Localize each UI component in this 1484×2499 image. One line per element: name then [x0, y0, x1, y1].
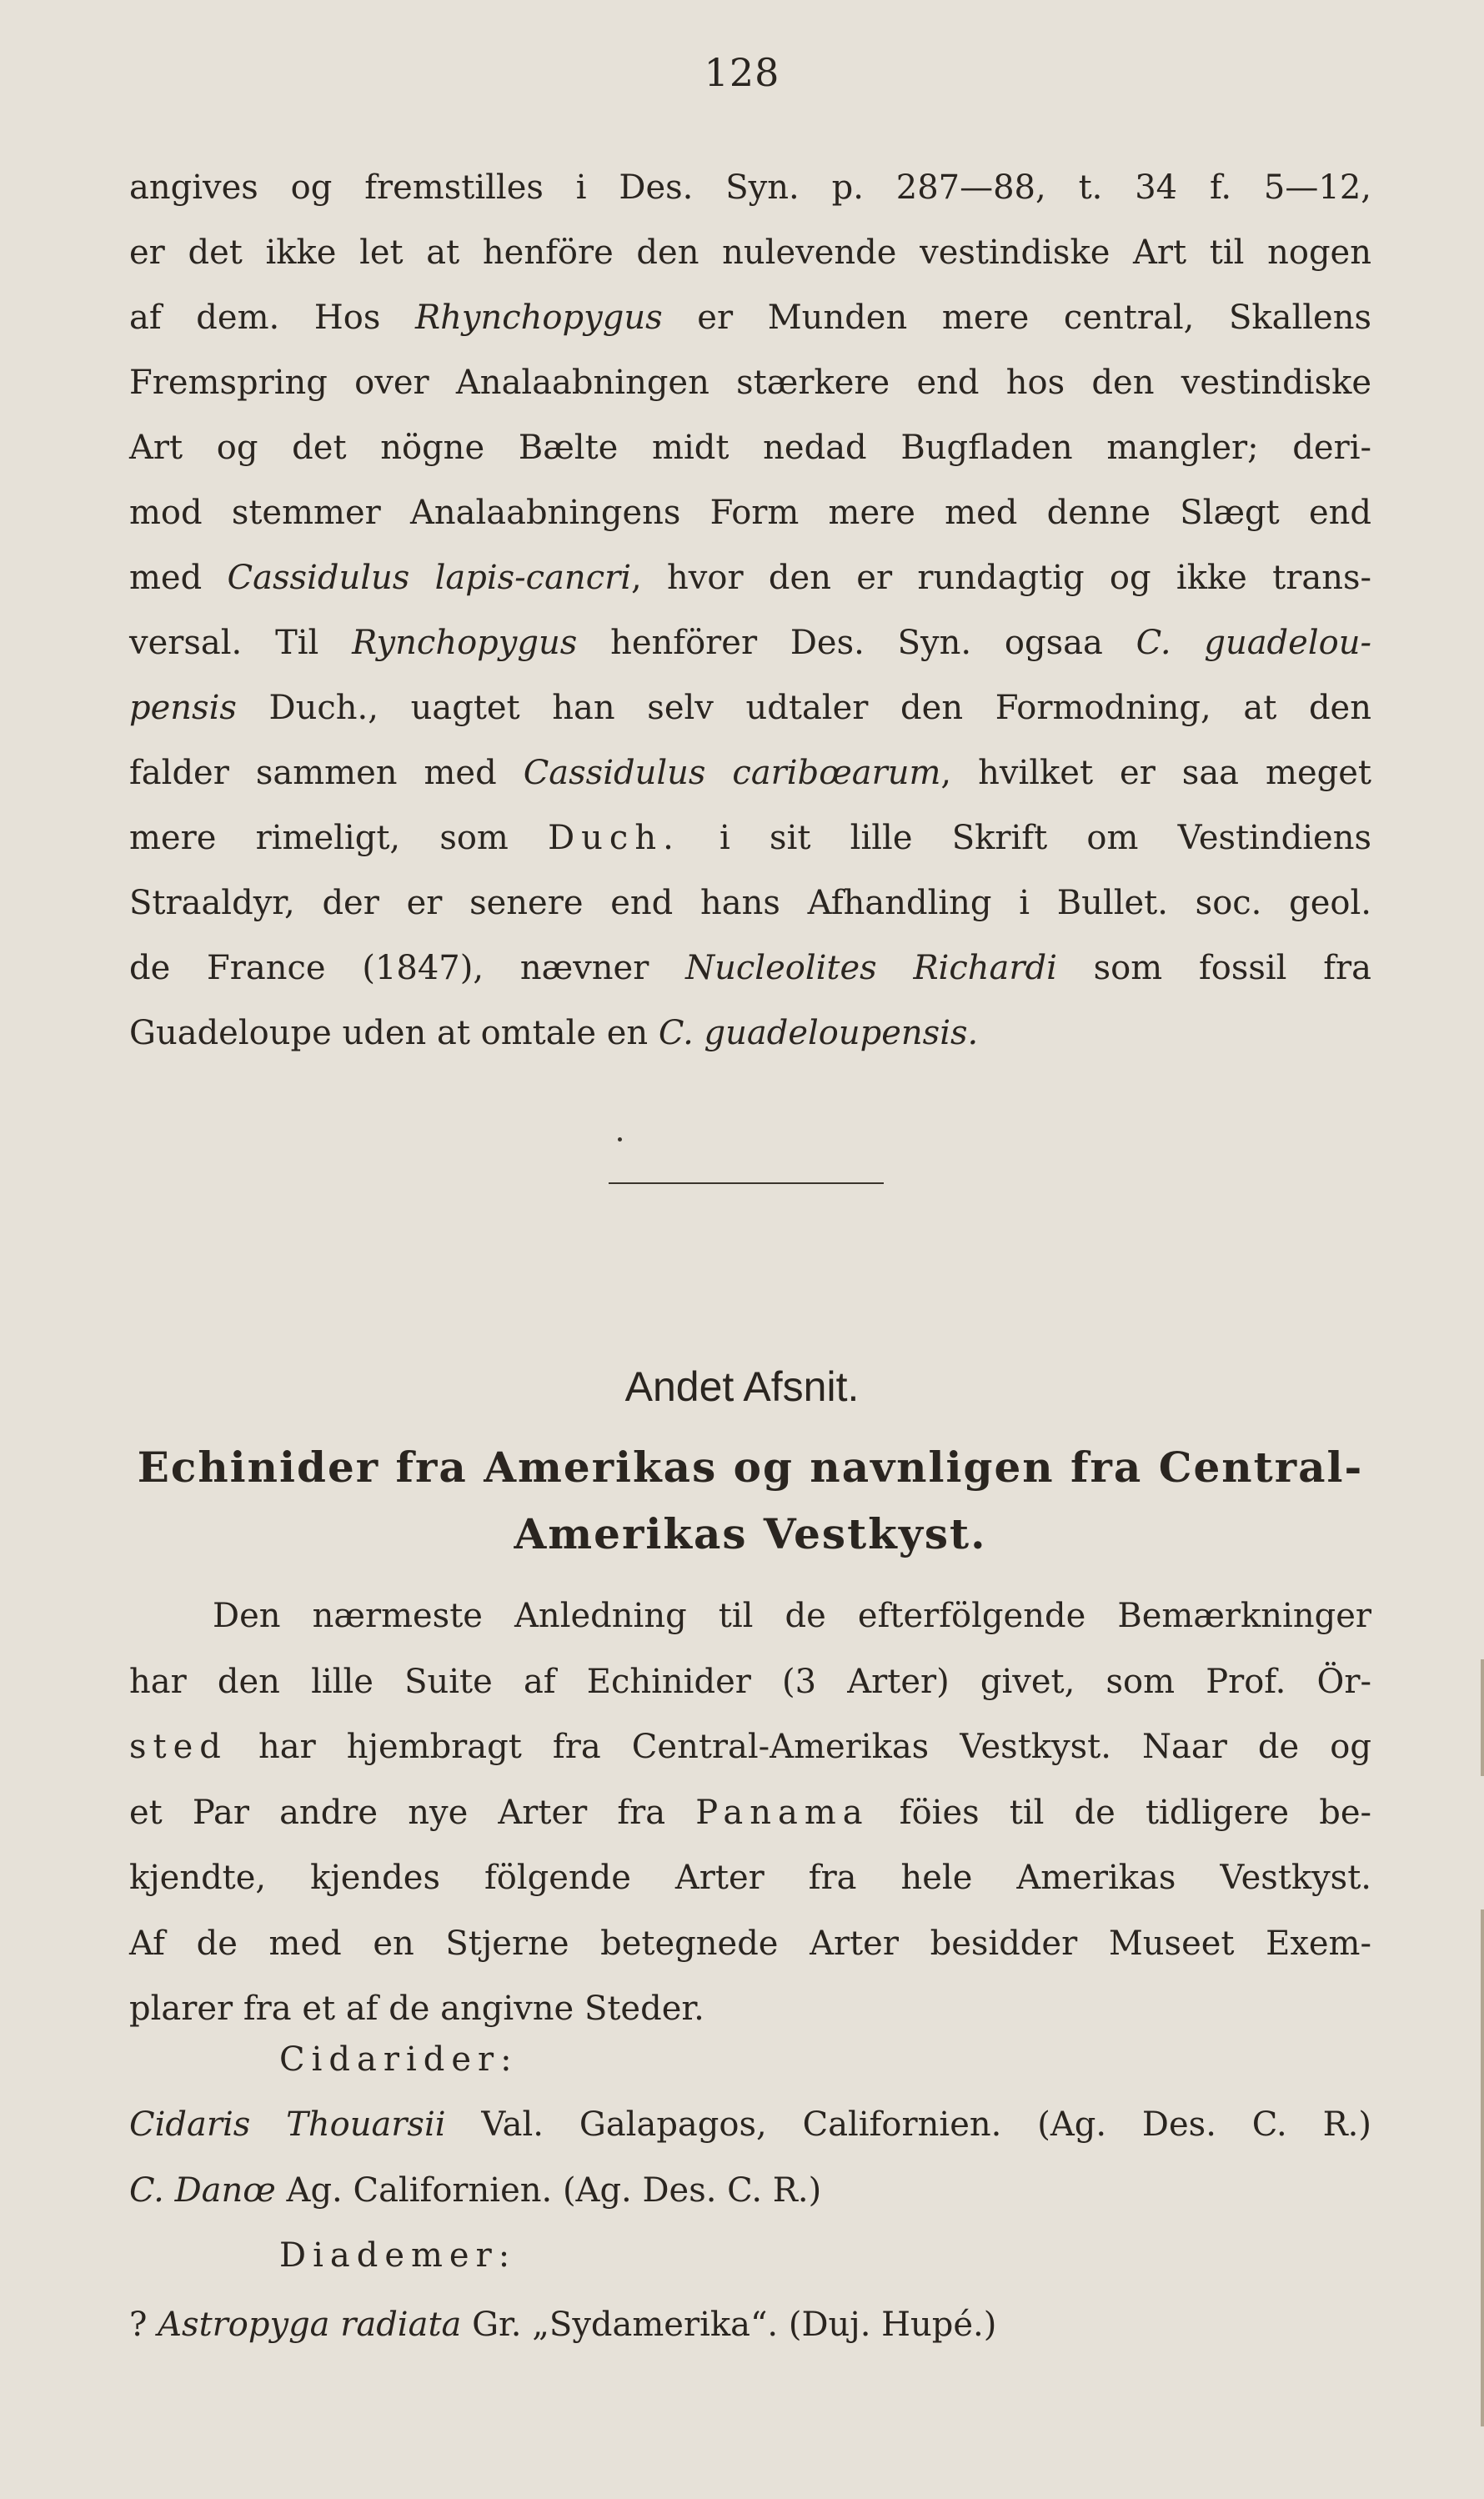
paragraph1-line — [129, 687, 1371, 729]
text-run: Guadeloupe uden at omtale en — [129, 1014, 659, 1052]
text-run: som fossil fra — [1056, 949, 1372, 987]
text-run: har den lille Suite af Echinider (3 Arter) givet, som Prof. Ör- — [129, 1662, 1371, 1701]
paragraph1-line — [129, 167, 1371, 208]
section-heading-line-2: Amerikas Vestkyst. — [514, 1509, 987, 1558]
italic-term: C. guadelou- — [1136, 624, 1371, 662]
text-run: falder sammen med — [129, 754, 524, 792]
species-list-line — [129, 2304, 1371, 2346]
species-name: Cidaris Thouarsii — [129, 2105, 446, 2144]
paragraph2-line — [129, 1988, 1371, 2030]
paragraph1-line — [129, 427, 1371, 469]
italic-term: C. guadeloupensis. — [658, 1014, 979, 1052]
italic-term: Cassidulus caribœarum — [523, 754, 941, 792]
text-run: Duch. — [548, 819, 680, 857]
text-run: ? — [129, 2306, 158, 2344]
paragraph1-line — [129, 622, 1371, 664]
section-heading-line-1: Echinider fra Amerikas og navnligen fra Central- — [137, 1443, 1364, 1492]
text-run: Straaldyr, der er senere end hans Afhandling i Bullet. soc. geol. — [129, 884, 1371, 922]
paragraph2-line — [129, 1661, 1371, 1703]
text-run: henförer Des. Syn. ogsaa — [577, 624, 1136, 662]
stray-mark — [618, 1137, 622, 1142]
text-run: Duch., uagtet han selv udtaler den Formodning, at den — [236, 689, 1371, 727]
text-run: Fremspring over Analaabningen stærkere end hos den vestindiske — [129, 364, 1371, 402]
paragraph1-line — [129, 492, 1371, 534]
text-run: Diademer: — [279, 2236, 517, 2275]
section-title: Andet Afsnit. — [624, 1363, 860, 1410]
species-list-line — [129, 2170, 1371, 2211]
text-run: Ag. Californien. (Ag. Des. C. R.) — [275, 2171, 822, 2210]
text-run: i sit lille Skrift om Vestindiens — [679, 819, 1372, 857]
text-run: , hvilket er saa meget — [940, 754, 1371, 792]
text-run: angives og fremstilles i Des. Syn. p. 287—88, t. 34 f. 5—12, — [129, 168, 1371, 207]
text-run: mod stemmer Analaabningens Form mere med denne Slægt end — [129, 494, 1371, 532]
species-list-line — [279, 2235, 1371, 2276]
species-name: Astropyga radiata — [158, 2306, 462, 2344]
text-run: af dem. Hos — [129, 299, 416, 337]
italic-term: Rynchopygus — [352, 624, 578, 662]
text-run: , hvor den er rundagtig og ikke trans- — [631, 559, 1372, 597]
text-run: Gr. „Sydamerika“. (Duj. Hupé.) — [461, 2306, 997, 2344]
italic-term: Rhynchopygus — [415, 299, 663, 337]
paragraph1-line — [129, 557, 1371, 599]
text-run: mere rimeligt, som — [129, 819, 549, 857]
text-run: er Munden mere central, Skallens — [662, 299, 1372, 337]
text-run: föies til de tidligere be- — [869, 1793, 1372, 1832]
paragraph1-line — [129, 1012, 1371, 1054]
paragraph1-line — [129, 297, 1371, 339]
page-number: 128 — [704, 50, 780, 95]
paragraph2-line — [129, 1923, 1371, 1965]
paragraph2-line — [129, 1857, 1371, 1899]
paragraph1-line — [129, 232, 1371, 273]
text-run: Cidarider: — [279, 2040, 519, 2079]
text-run: de France (1847), nævner — [129, 949, 686, 987]
text-run: kjendte, kjendes fölgende Arter fra hele Amerikas Vestkyst. — [129, 1859, 1371, 1897]
paragraph2-line — [213, 1595, 1371, 1637]
paragraph2-line — [129, 1726, 1371, 1768]
species-name: C. Danœ — [129, 2171, 276, 2210]
italic-term: pensis — [129, 689, 237, 727]
text-run: plarer fra et af de angivne Steder. — [129, 1990, 704, 2028]
italic-term: Nucleolites Richardi — [685, 949, 1057, 987]
text-run: sted — [129, 1728, 228, 1766]
text-run: Den nærmeste Anledning til de efterfölgende Bemærkninger — [213, 1597, 1371, 1635]
text-run: Panama — [695, 1793, 870, 1832]
paragraph1-line — [129, 882, 1371, 924]
section-divider — [609, 1182, 884, 1184]
page-edge-shadow — [1481, 1909, 1484, 2426]
text-run: med — [129, 559, 228, 597]
species-list-line — [129, 2104, 1371, 2145]
text-run: Af de med en Stjerne betegnede Arter besidder Museet Exem- — [129, 1924, 1371, 1963]
page-edge-shadow — [1481, 1659, 1484, 1776]
text-run: versal. Til — [129, 624, 353, 662]
text-run: Val. Galapagos, Californien. (Ag. Des. C. R.) — [445, 2105, 1371, 2144]
text-run: er det ikke let at henföre den nulevende vestindiske Art til nogen — [129, 233, 1371, 272]
text-run: har hjembragt fra Central-Amerikas Vestkyst. Naar de og — [227, 1728, 1371, 1766]
paragraph2-line — [129, 1792, 1371, 1834]
species-list-line — [279, 2039, 1371, 2080]
paragraph1-line — [129, 817, 1371, 859]
text-run: et Par andre nye Arter fra — [129, 1793, 696, 1832]
text-run: Art og det nögne Bælte midt nedad Bugfladen mangler; deri- — [129, 429, 1371, 467]
italic-term: Cassidulus lapis-cancri — [227, 559, 632, 597]
paragraph1-line — [129, 752, 1371, 794]
paragraph1-line — [129, 362, 1371, 404]
paragraph1-line — [129, 947, 1371, 989]
